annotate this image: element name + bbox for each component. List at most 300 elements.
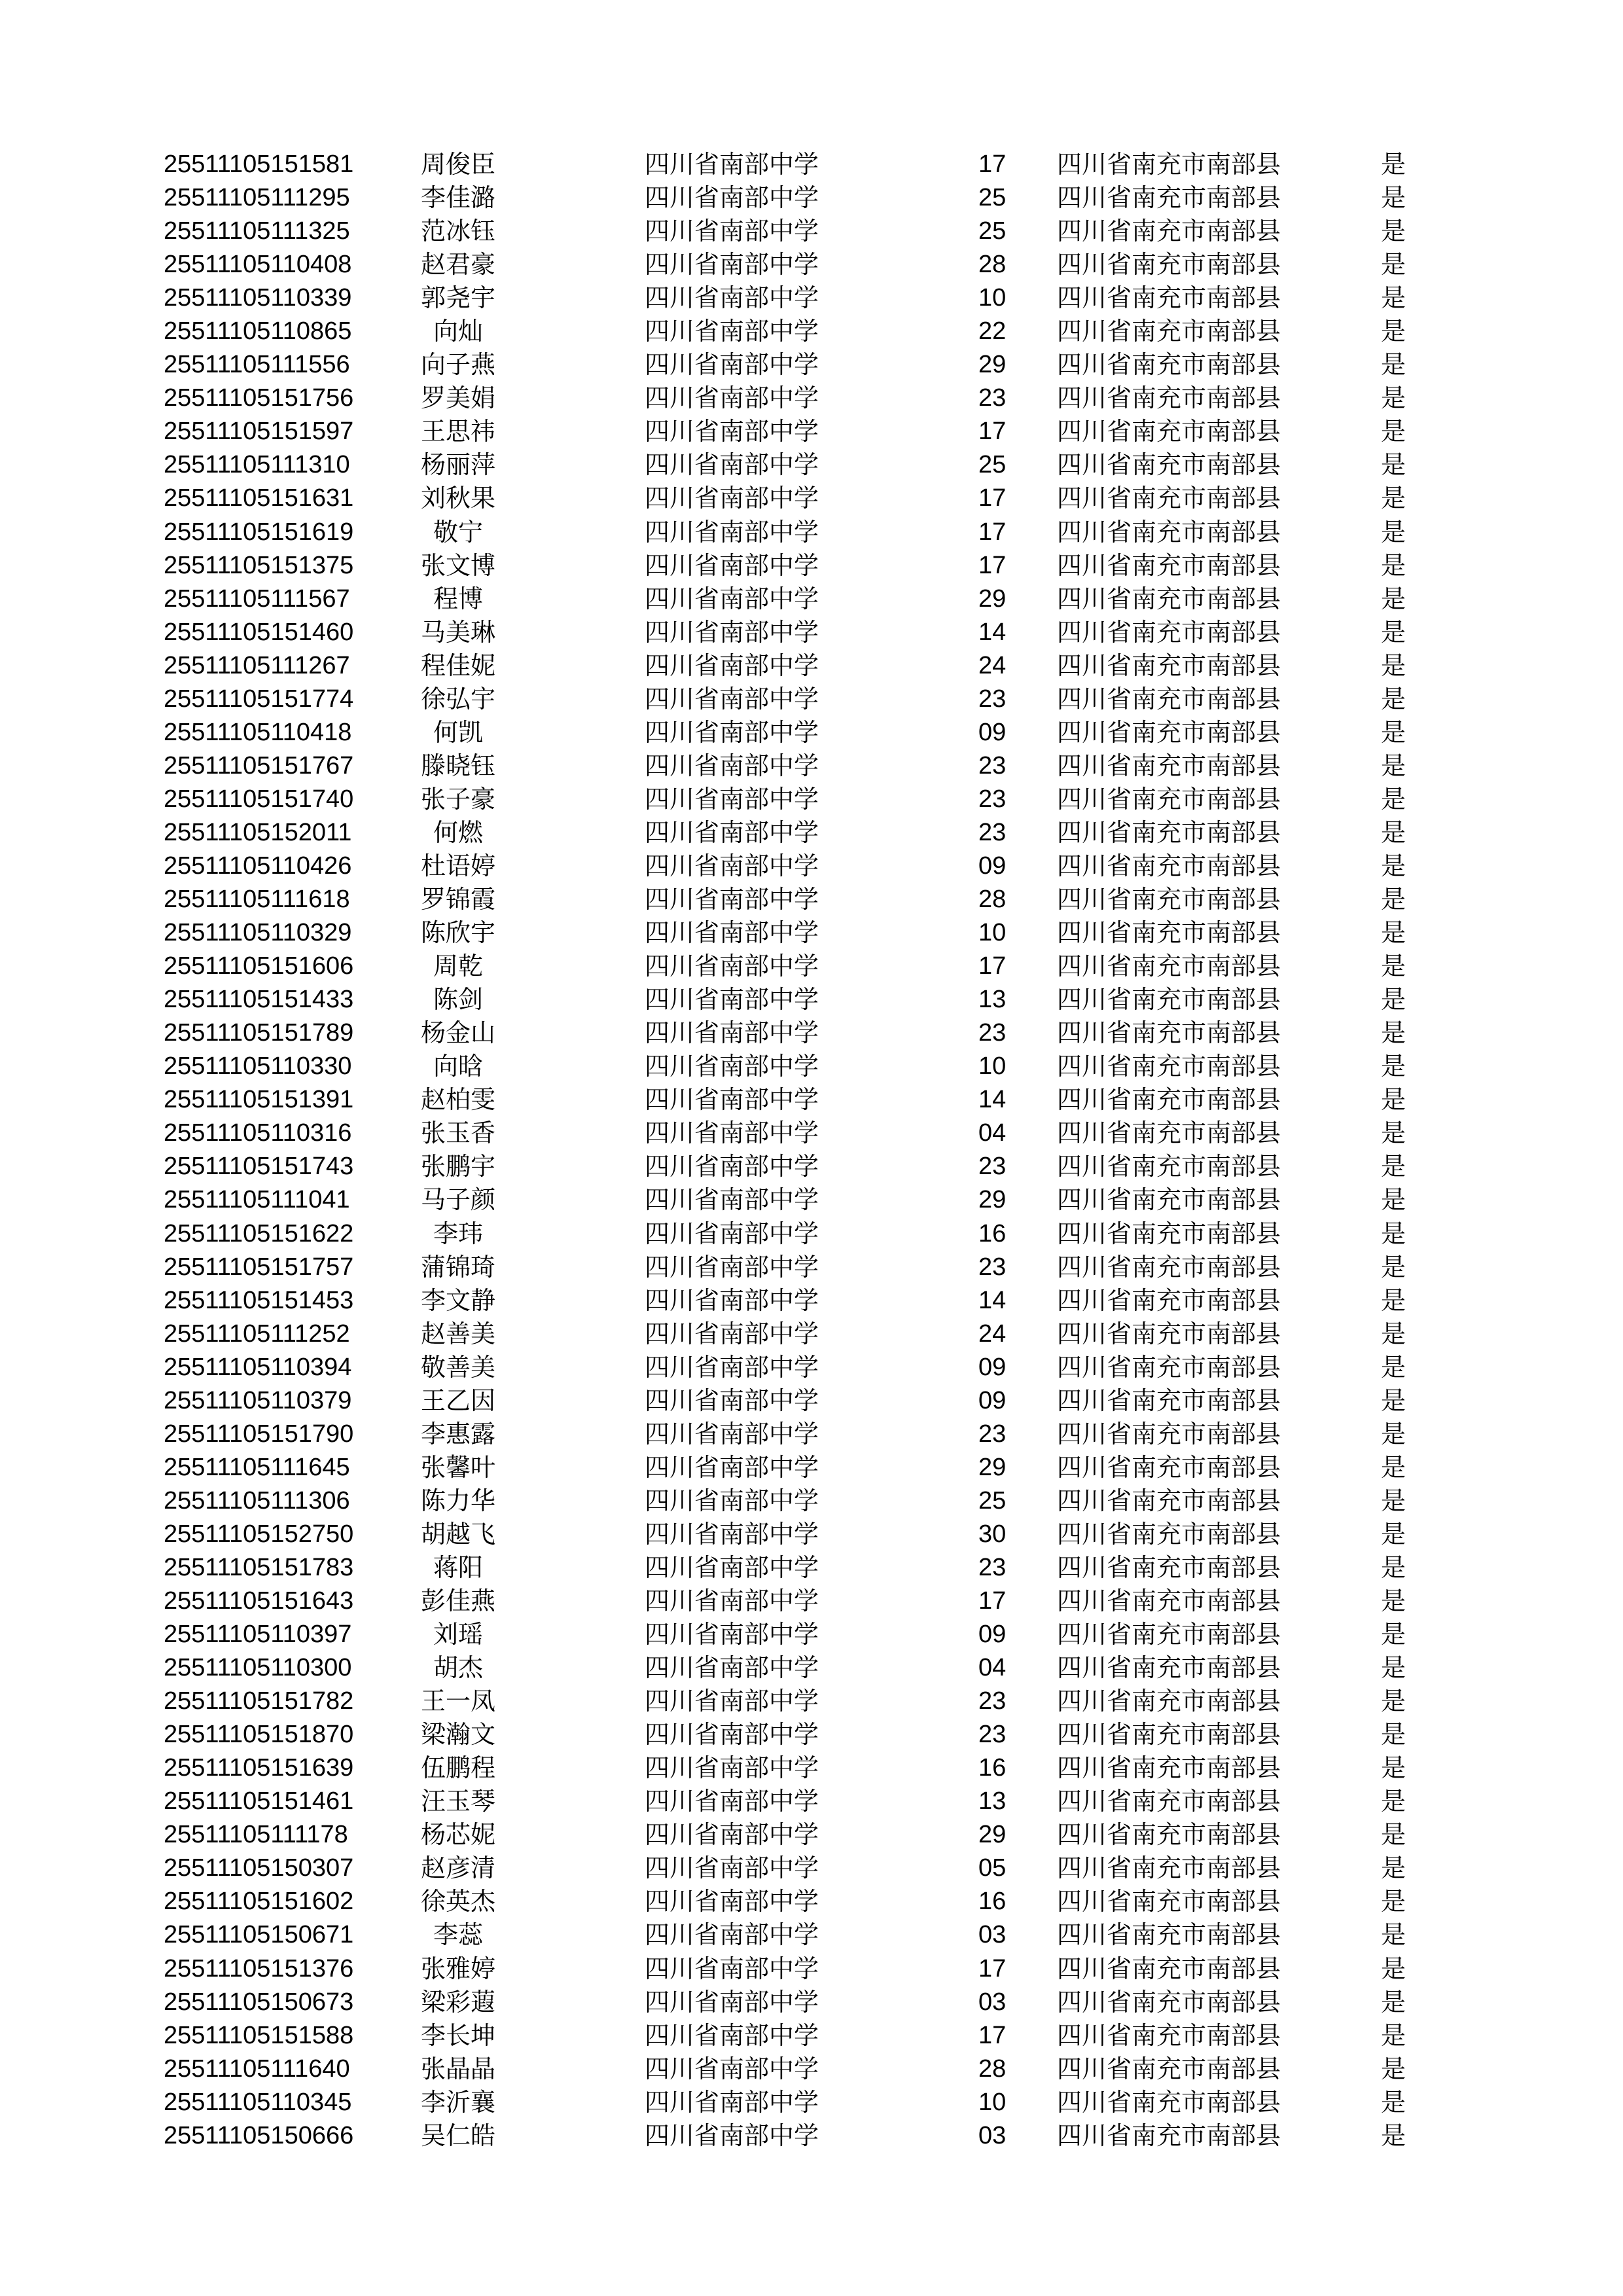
- class-number: 10: [978, 1052, 1007, 1081]
- student-name: 郭尧宇: [420, 283, 495, 313]
- region: 四川省南充市南部县: [1057, 1653, 1281, 1683]
- school-name: 四川省南部中学: [645, 1252, 819, 1282]
- status-flag: 是: [1381, 550, 1406, 580]
- school-name: 四川省南部中学: [645, 1954, 819, 1983]
- school-name: 四川省南部中学: [645, 283, 819, 313]
- region: 四川省南充市南部县: [1057, 183, 1281, 213]
- student-id: 25511105111252: [164, 1319, 350, 1348]
- student-id: 25511105110316: [164, 1119, 352, 1147]
- school-name: 四川省南部中学: [645, 2020, 819, 2050]
- student-id: 25511105111556: [164, 351, 350, 379]
- school-name: 四川省南部中学: [645, 484, 819, 513]
- student-id: 25511105150673: [164, 1988, 354, 2016]
- status-flag: 是: [1381, 1486, 1406, 1515]
- table-row: [0, 2086, 1623, 2119]
- school-name: 四川省南部中学: [645, 417, 819, 446]
- class-number: 10: [978, 284, 1007, 312]
- student-name: 李蕊: [433, 1920, 483, 1950]
- region: 四川省南充市南部县: [1057, 1854, 1281, 1883]
- table-row: [0, 1551, 1623, 1585]
- student-name: 李佳潞: [420, 183, 495, 213]
- status-flag: 是: [1381, 1620, 1406, 1649]
- table-row: [0, 2053, 1623, 2086]
- student-name: 张晶晶: [420, 2054, 495, 2083]
- school-name: 四川省南部中学: [645, 784, 819, 814]
- table-row: [0, 215, 1623, 248]
- class-number: 23: [978, 1153, 1007, 1181]
- student-id: 25511105151619: [164, 518, 354, 546]
- class-number: 03: [978, 2121, 1007, 2149]
- region: 四川省南充市南部县: [1057, 1519, 1281, 1549]
- school-name: 四川省南部中学: [645, 717, 819, 747]
- table-row: [0, 348, 1623, 382]
- school-name: 四川省南部中学: [645, 851, 819, 880]
- class-number: 25: [978, 184, 1007, 212]
- class-number: 10: [978, 2088, 1007, 2116]
- status-flag: 是: [1381, 1720, 1406, 1749]
- status-flag: 是: [1381, 250, 1406, 279]
- table-row: [0, 883, 1623, 916]
- student-id: 25511105152750: [164, 1520, 354, 1548]
- class-number: 16: [978, 1888, 1007, 1916]
- status-flag: 是: [1381, 1687, 1406, 1716]
- school-name: 四川省南部中学: [645, 1285, 819, 1315]
- class-number: 23: [978, 785, 1007, 813]
- region: 四川省南充市南部县: [1057, 1185, 1281, 1215]
- student-id: 25511105111306: [164, 1486, 350, 1515]
- student-id: 25511105151756: [164, 384, 354, 412]
- student-name: 王思祎: [420, 417, 495, 446]
- region: 四川省南充市南部县: [1057, 1219, 1281, 1248]
- table-row: [0, 1284, 1623, 1318]
- student-name: 敬善美: [420, 1352, 495, 1382]
- student-id: 25511105110418: [164, 718, 352, 746]
- status-flag: 是: [1381, 450, 1406, 480]
- region: 四川省南充市南部县: [1057, 384, 1281, 413]
- student-id: 25511105151639: [164, 1754, 354, 1782]
- class-number: 04: [978, 1119, 1007, 1147]
- status-flag: 是: [1381, 517, 1406, 547]
- student-id: 25511105110339: [164, 284, 352, 312]
- student-name: 周乾: [433, 952, 483, 981]
- status-flag: 是: [1381, 2087, 1406, 2117]
- student-name: 胡杰: [433, 1653, 483, 1683]
- student-id: 25511105111618: [164, 886, 350, 914]
- table-row: [0, 1718, 1623, 1751]
- class-number: 13: [978, 986, 1007, 1014]
- table-row: [0, 1418, 1623, 1451]
- region: 四川省南充市南部县: [1057, 450, 1281, 480]
- status-flag: 是: [1381, 2054, 1406, 2083]
- status-flag: 是: [1381, 918, 1406, 948]
- status-flag: 是: [1381, 1787, 1406, 1816]
- student-name: 徐弘宇: [420, 684, 495, 713]
- class-number: 17: [978, 1587, 1007, 1615]
- region: 四川省南充市南部县: [1057, 1052, 1281, 1081]
- table-row: [0, 1818, 1623, 1852]
- region: 四川省南充市南部县: [1057, 217, 1281, 246]
- student-name: 李文静: [420, 1285, 495, 1315]
- table-row: [0, 649, 1623, 683]
- region: 四川省南充市南部县: [1057, 1352, 1281, 1382]
- class-number: 09: [978, 1621, 1007, 1649]
- table-row: [0, 783, 1623, 816]
- class-number: 09: [978, 718, 1007, 746]
- status-flag: 是: [1381, 1352, 1406, 1382]
- region: 四川省南充市南部县: [1057, 1720, 1281, 1749]
- class-number: 22: [978, 317, 1007, 346]
- student-name: 张馨叶: [420, 1452, 495, 1482]
- table-row: [0, 1050, 1623, 1083]
- region: 四川省南充市南部县: [1057, 952, 1281, 981]
- school-name: 四川省南部中学: [645, 1152, 819, 1181]
- school-name: 四川省南部中学: [645, 1552, 819, 1582]
- student-id: 25511105150666: [164, 2121, 354, 2149]
- student-name: 张子豪: [420, 784, 495, 814]
- student-name: 梁彩蕸: [420, 1987, 495, 2017]
- student-id: 25511105151581: [164, 151, 354, 178]
- region: 四川省南充市南部县: [1057, 1887, 1281, 1916]
- table-row: [0, 1318, 1623, 1351]
- student-id: 25511105110394: [164, 1353, 352, 1381]
- student-name: 何凯: [433, 717, 483, 747]
- region: 四川省南充市南部县: [1057, 1587, 1281, 1616]
- status-flag: 是: [1381, 1954, 1406, 1983]
- table-row: [0, 1618, 1623, 1651]
- table-row: [0, 850, 1623, 883]
- class-number: 09: [978, 852, 1007, 880]
- table-row: [0, 1986, 1623, 2019]
- student-name: 范冰钰: [420, 217, 495, 246]
- student-name: 向晗: [433, 1052, 483, 1081]
- school-name: 四川省南部中学: [645, 1820, 819, 1850]
- table-row: [0, 1351, 1623, 1384]
- table-row: [0, 1451, 1623, 1484]
- region: 四川省南充市南部县: [1057, 1452, 1281, 1482]
- status-flag: 是: [1381, 2121, 1406, 2150]
- student-name: 伍鹏程: [420, 1753, 495, 1783]
- student-name: 李沂襄: [420, 2087, 495, 2117]
- table-row: [0, 549, 1623, 583]
- table-row: [0, 716, 1623, 749]
- table-row: [0, 1885, 1623, 1918]
- status-flag: 是: [1381, 1386, 1406, 1415]
- status-flag: 是: [1381, 1085, 1406, 1115]
- region: 四川省南充市南部县: [1057, 150, 1281, 179]
- class-number: 28: [978, 2054, 1007, 2083]
- region: 四川省南充市南部县: [1057, 517, 1281, 547]
- status-flag: 是: [1381, 1419, 1406, 1448]
- student-list: [0, 148, 1623, 2153]
- class-number: 14: [978, 1286, 1007, 1314]
- student-name: 赵彦清: [420, 1854, 495, 1883]
- student-name: 张鹏宇: [420, 1152, 495, 1181]
- status-flag: 是: [1381, 2020, 1406, 2050]
- status-flag: 是: [1381, 1119, 1406, 1148]
- class-number: 03: [978, 1921, 1007, 1949]
- region: 四川省南充市南部县: [1057, 1920, 1281, 1950]
- student-name: 徐英杰: [420, 1887, 495, 1916]
- status-flag: 是: [1381, 751, 1406, 780]
- student-name: 何燃: [433, 817, 483, 847]
- student-name: 向子燕: [420, 350, 495, 380]
- region: 四川省南充市南部县: [1057, 851, 1281, 880]
- table-row: [0, 1251, 1623, 1284]
- status-flag: 是: [1381, 784, 1406, 814]
- student-id: 25511105111310: [164, 451, 350, 479]
- status-flag: 是: [1381, 183, 1406, 213]
- class-number: 23: [978, 1721, 1007, 1749]
- region: 四川省南充市南部县: [1057, 717, 1281, 747]
- student-name: 李玮: [433, 1219, 483, 1248]
- student-id: 25511105110329: [164, 919, 352, 947]
- student-id: 25511105110865: [164, 317, 352, 346]
- status-flag: 是: [1381, 1987, 1406, 2017]
- region: 四川省南充市南部县: [1057, 1119, 1281, 1148]
- student-id: 25511105151740: [164, 785, 354, 813]
- region: 四川省南充市南部县: [1057, 817, 1281, 847]
- student-id: 25511105111567: [164, 584, 350, 613]
- status-flag: 是: [1381, 1854, 1406, 1883]
- student-id: 25511105111645: [164, 1453, 350, 1481]
- school-name: 四川省南部中学: [645, 150, 819, 179]
- school-name: 四川省南部中学: [645, 651, 819, 680]
- student-id: 25511105110408: [164, 251, 352, 279]
- class-number: 24: [978, 1319, 1007, 1348]
- region: 四川省南充市南部县: [1057, 1085, 1281, 1115]
- student-name: 梁瀚文: [420, 1720, 495, 1749]
- region: 四川省南充市南部县: [1057, 1319, 1281, 1348]
- status-flag: 是: [1381, 1820, 1406, 1850]
- student-name: 程佳妮: [420, 651, 495, 680]
- class-number: 09: [978, 1353, 1007, 1381]
- region: 四川省南充市南部县: [1057, 317, 1281, 346]
- school-name: 四川省南部中学: [645, 1920, 819, 1950]
- class-number: 14: [978, 618, 1007, 646]
- school-name: 四川省南部中学: [645, 1653, 819, 1683]
- status-flag: 是: [1381, 1552, 1406, 1582]
- status-flag: 是: [1381, 1887, 1406, 1916]
- status-flag: 是: [1381, 217, 1406, 246]
- student-id: 25511105111325: [164, 217, 350, 245]
- school-name: 四川省南部中学: [645, 1620, 819, 1649]
- student-id: 25511105151774: [164, 685, 354, 713]
- school-name: 四川省南部中学: [645, 1352, 819, 1382]
- student-name: 马子颜: [420, 1185, 495, 1215]
- class-number: 28: [978, 251, 1007, 279]
- student-id: 25511105151870: [164, 1721, 354, 1749]
- student-id: 25511105151391: [164, 1086, 354, 1114]
- class-number: 16: [978, 1754, 1007, 1782]
- region: 四川省南充市南部县: [1057, 1987, 1281, 2017]
- status-flag: 是: [1381, 684, 1406, 713]
- region: 四川省南充市南部县: [1057, 885, 1281, 914]
- student-id: 25511105111178: [164, 1821, 348, 1849]
- table-row: [0, 448, 1623, 482]
- table-row: [0, 816, 1623, 850]
- class-number: 25: [978, 217, 1007, 245]
- school-name: 四川省南部中学: [645, 350, 819, 380]
- class-number: 25: [978, 451, 1007, 479]
- table-row: [0, 516, 1623, 549]
- region: 四川省南充市南部县: [1057, 684, 1281, 713]
- student-name: 周俊臣: [420, 150, 495, 179]
- table-row: [0, 916, 1623, 950]
- class-number: 29: [978, 351, 1007, 379]
- status-flag: 是: [1381, 717, 1406, 747]
- student-name: 陈欣宇: [420, 918, 495, 948]
- school-name: 四川省南部中学: [645, 517, 819, 547]
- class-number: 17: [978, 2021, 1007, 2049]
- student-id: 25511105150671: [164, 1921, 354, 1949]
- region: 四川省南充市南部县: [1057, 918, 1281, 948]
- class-number: 04: [978, 1654, 1007, 1682]
- status-flag: 是: [1381, 484, 1406, 513]
- region: 四川省南充市南部县: [1057, 1787, 1281, 1816]
- class-number: 23: [978, 1553, 1007, 1581]
- student-id: 25511105150307: [164, 1854, 354, 1882]
- student-name: 李惠露: [420, 1419, 495, 1448]
- status-flag: 是: [1381, 651, 1406, 680]
- region: 四川省南充市南部县: [1057, 1954, 1281, 1983]
- region: 四川省南充市南部县: [1057, 417, 1281, 446]
- status-flag: 是: [1381, 283, 1406, 313]
- region: 四川省南充市南部县: [1057, 1285, 1281, 1315]
- school-name: 四川省南部中学: [645, 684, 819, 713]
- student-name: 杨芯妮: [420, 1820, 495, 1850]
- school-name: 四川省南部中学: [645, 1386, 819, 1415]
- student-id: 25511105151376: [164, 1954, 354, 1982]
- student-id: 25511105151433: [164, 986, 354, 1014]
- table-row: [0, 2019, 1623, 2053]
- status-flag: 是: [1381, 1587, 1406, 1616]
- class-number: 09: [978, 1386, 1007, 1414]
- class-number: 23: [978, 1687, 1007, 1715]
- region: 四川省南充市南部县: [1057, 1018, 1281, 1048]
- region: 四川省南充市南部县: [1057, 550, 1281, 580]
- school-name: 四川省南部中学: [645, 1419, 819, 1448]
- region: 四川省南充市南部县: [1057, 1252, 1281, 1282]
- school-name: 四川省南部中学: [645, 1219, 819, 1248]
- student-id: 25511105151631: [164, 484, 354, 512]
- status-flag: 是: [1381, 417, 1406, 446]
- status-flag: 是: [1381, 1452, 1406, 1482]
- school-name: 四川省南部中学: [645, 250, 819, 279]
- student-name: 李长坤: [420, 2020, 495, 2050]
- student-name: 杨丽萍: [420, 450, 495, 480]
- status-flag: 是: [1381, 851, 1406, 880]
- table-row: [0, 1384, 1623, 1418]
- status-flag: 是: [1381, 1920, 1406, 1950]
- class-number: 17: [978, 1954, 1007, 1982]
- class-number: 23: [978, 685, 1007, 713]
- status-flag: 是: [1381, 350, 1406, 380]
- status-flag: 是: [1381, 1319, 1406, 1348]
- region: 四川省南充市南部县: [1057, 1419, 1281, 1448]
- status-flag: 是: [1381, 1285, 1406, 1315]
- student-id: 25511105151743: [164, 1153, 354, 1181]
- class-number: 14: [978, 1086, 1007, 1114]
- region: 四川省南充市南部县: [1057, 250, 1281, 279]
- table-row: [0, 1751, 1623, 1785]
- region: 四川省南充市南部县: [1057, 1386, 1281, 1415]
- student-name: 胡越飞: [420, 1519, 495, 1549]
- student-name: 向灿: [433, 317, 483, 346]
- school-name: 四川省南部中学: [645, 1052, 819, 1081]
- class-number: 16: [978, 1219, 1007, 1247]
- school-name: 四川省南部中学: [645, 985, 819, 1014]
- table-row: [0, 1484, 1623, 1518]
- table-row: [0, 1651, 1623, 1685]
- student-id: 25511105110379: [164, 1386, 352, 1414]
- school-name: 四川省南部中学: [645, 2054, 819, 2083]
- school-name: 四川省南部中学: [645, 1319, 819, 1348]
- school-name: 四川省南部中学: [645, 1787, 819, 1816]
- region: 四川省南充市南部县: [1057, 350, 1281, 380]
- class-number: 17: [978, 952, 1007, 980]
- student-id: 25511105111041: [164, 1186, 350, 1214]
- student-id: 25511105151757: [164, 1253, 354, 1281]
- student-id: 25511105151597: [164, 418, 354, 446]
- student-id: 25511105110426: [164, 852, 352, 880]
- region: 四川省南充市南部县: [1057, 283, 1281, 313]
- table-row: [0, 1952, 1623, 1986]
- class-number: 23: [978, 384, 1007, 412]
- region: 四川省南充市南部县: [1057, 651, 1281, 680]
- status-flag: 是: [1381, 1219, 1406, 1248]
- school-name: 四川省南部中学: [645, 1987, 819, 2017]
- class-number: 05: [978, 1854, 1007, 1882]
- school-name: 四川省南部中学: [645, 1486, 819, 1515]
- student-id: 25511105151602: [164, 1888, 354, 1916]
- class-number: 23: [978, 818, 1007, 846]
- school-name: 四川省南部中学: [645, 1687, 819, 1716]
- student-name: 赵柏雯: [420, 1085, 495, 1115]
- school-name: 四川省南部中学: [645, 617, 819, 647]
- student-id: 25511105151643: [164, 1587, 354, 1615]
- student-id: 25511105110397: [164, 1621, 352, 1649]
- class-number: 23: [978, 1253, 1007, 1281]
- table-row: [0, 1785, 1623, 1818]
- student-id: 25511105151782: [164, 1687, 354, 1715]
- school-name: 四川省南部中学: [645, 1119, 819, 1148]
- table-row: [0, 1016, 1623, 1050]
- student-name: 张雅婷: [420, 1954, 495, 1983]
- student-name: 张玉香: [420, 1119, 495, 1148]
- student-id: 25511105111640: [164, 2054, 350, 2083]
- student-name: 吴仁皓: [420, 2121, 495, 2150]
- student-id: 25511105111295: [164, 184, 350, 212]
- student-id: 25511105110300: [164, 1654, 352, 1682]
- class-number: 29: [978, 584, 1007, 613]
- student-name: 陈剑: [433, 985, 483, 1014]
- table-row: [0, 181, 1623, 215]
- student-name: 杨金山: [420, 1018, 495, 1048]
- school-name: 四川省南部中学: [645, 1753, 819, 1783]
- school-name: 四川省南部中学: [645, 751, 819, 780]
- class-number: 29: [978, 1186, 1007, 1214]
- student-id: 25511105151767: [164, 751, 354, 780]
- school-name: 四川省南部中学: [645, 1185, 819, 1215]
- status-flag: 是: [1381, 1519, 1406, 1549]
- student-id: 25511105151588: [164, 2021, 354, 2049]
- student-id: 25511105151453: [164, 1286, 354, 1314]
- region: 四川省南充市南部县: [1057, 584, 1281, 613]
- table-row: [0, 2119, 1623, 2153]
- class-number: 23: [978, 1420, 1007, 1448]
- student-name: 陈力华: [420, 1486, 495, 1515]
- student-name: 王一凤: [420, 1687, 495, 1716]
